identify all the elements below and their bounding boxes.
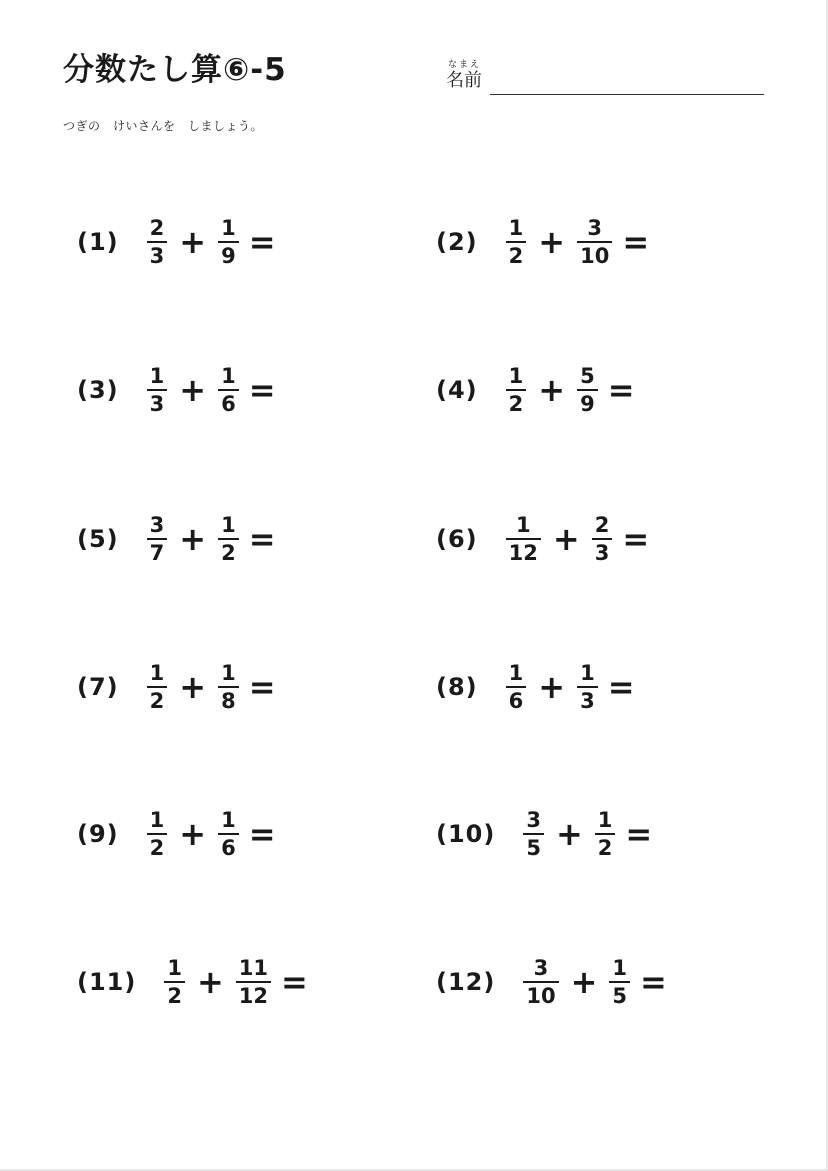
denominator: 12 — [508, 541, 538, 566]
problem-number: (8) — [436, 673, 478, 701]
numerator: 1 — [580, 660, 595, 685]
fraction-bar — [595, 833, 616, 836]
fraction-bar — [506, 538, 541, 541]
fraction-bar — [506, 389, 527, 392]
numerator: 11 — [238, 955, 269, 980]
fraction-a — [147, 808, 168, 861]
denominator: 12 — [238, 984, 269, 1009]
numerator: 1 — [167, 955, 182, 980]
equals-sign: = — [248, 815, 276, 853]
problem-number: (11) — [77, 968, 137, 996]
fraction-bar — [147, 686, 168, 689]
numerator: 5 — [580, 363, 595, 388]
fraction-a — [164, 956, 185, 1009]
fraction-a — [506, 513, 541, 566]
numerator: 1 — [597, 807, 613, 832]
name-write-line[interactable] — [490, 94, 764, 95]
fraction-b — [218, 513, 239, 566]
fraction-bar — [577, 686, 598, 689]
problem-number: (5) — [77, 525, 119, 553]
equals-sign: = — [622, 223, 650, 261]
fraction-bar — [592, 538, 613, 541]
fraction-a — [506, 364, 527, 417]
numerator: 3 — [533, 955, 549, 980]
numerator: 1 — [508, 363, 524, 388]
fraction-b — [592, 513, 613, 566]
fraction-b — [236, 956, 271, 1009]
equals-sign: = — [248, 520, 276, 558]
problem-number: (2) — [436, 228, 478, 256]
denominator: 2 — [508, 392, 524, 417]
fraction-a — [523, 808, 544, 861]
denominator: 2 — [221, 541, 236, 566]
fraction-b — [218, 364, 239, 417]
instruction-text: つぎの けいさんを しましょう。 — [63, 119, 264, 133]
problem-7 — [77, 657, 276, 717]
equals-sign: = — [281, 963, 308, 1001]
denominator: 3 — [580, 689, 595, 714]
problem-number: (7) — [77, 673, 119, 701]
numerator: 2 — [594, 512, 610, 537]
numerator: 1 — [221, 215, 236, 240]
fraction-b — [218, 661, 239, 714]
fraction-bar — [218, 686, 239, 689]
denominator: 3 — [149, 244, 165, 269]
numerator: 1 — [149, 807, 165, 832]
problem-11 — [77, 952, 308, 1012]
denominator: 10 — [526, 984, 556, 1009]
equals-sign: = — [625, 815, 653, 853]
numerator: 3 — [149, 512, 165, 537]
problem-number: (4) — [436, 376, 478, 404]
fraction-bar — [577, 389, 598, 392]
numerator: 1 — [515, 512, 531, 537]
fraction-bar — [523, 833, 544, 836]
numerator: 2 — [149, 215, 165, 240]
problem-8 — [436, 657, 635, 717]
problem-6 — [436, 509, 649, 569]
denominator: 3 — [149, 392, 165, 417]
plus-sign: + — [538, 223, 566, 261]
fraction-bar — [218, 389, 239, 392]
denominator: 2 — [149, 836, 165, 861]
problem-9 — [77, 804, 276, 864]
denominator: 6 — [221, 392, 236, 417]
name-label: 名前 — [446, 70, 482, 91]
denominator: 2 — [597, 836, 613, 861]
fraction-bar — [218, 833, 239, 836]
plus-sign: + — [179, 815, 207, 853]
problem-2 — [436, 212, 649, 272]
fraction-a — [147, 661, 168, 714]
name-field — [446, 60, 766, 100]
numerator: 1 — [221, 660, 236, 685]
fraction-bar — [218, 241, 239, 244]
fraction-bar — [164, 981, 185, 984]
numerator: 1 — [508, 215, 524, 240]
numerator: 1 — [221, 363, 236, 388]
fraction-bar — [506, 686, 527, 689]
denominator: 7 — [149, 541, 165, 566]
fraction-bar — [147, 241, 168, 244]
fraction-bar — [523, 981, 558, 984]
numerator: 3 — [587, 215, 602, 240]
plus-sign: + — [179, 371, 207, 409]
fraction-bar — [147, 833, 168, 836]
fraction-b — [218, 216, 239, 269]
plus-sign: + — [196, 963, 224, 1001]
denominator: 2 — [508, 244, 524, 269]
fraction-a — [523, 956, 558, 1009]
fraction-b — [218, 808, 239, 861]
fraction-bar — [147, 389, 168, 392]
equals-sign: = — [622, 520, 650, 558]
numerator: 1 — [221, 512, 236, 537]
fraction-bar — [609, 981, 630, 984]
problem-12 — [436, 952, 667, 1012]
problem-10 — [436, 804, 652, 864]
numerator: 1 — [612, 955, 628, 980]
denominator: 2 — [167, 984, 182, 1009]
problem-5 — [77, 509, 276, 569]
fraction-a — [506, 661, 527, 714]
numerator: 3 — [526, 807, 541, 832]
plus-sign: + — [570, 963, 598, 1001]
fraction-a — [147, 364, 168, 417]
name-ruby: なまえ — [448, 60, 482, 70]
plus-sign: + — [179, 223, 207, 261]
plus-sign: + — [179, 668, 207, 706]
denominator: 5 — [526, 836, 541, 861]
denominator: 2 — [149, 689, 165, 714]
fraction-a — [506, 216, 527, 269]
denominator: 8 — [221, 689, 236, 714]
denominator: 6 — [508, 689, 524, 714]
plus-sign: + — [538, 371, 566, 409]
fraction-bar — [236, 981, 271, 984]
numerator: 1 — [149, 363, 165, 388]
fraction-bar — [577, 241, 612, 244]
denominator: 9 — [221, 244, 236, 269]
problem-number: (6) — [436, 525, 478, 553]
plus-sign: + — [538, 668, 566, 706]
equals-sign: = — [248, 668, 276, 706]
problem-number: (12) — [436, 968, 496, 996]
fraction-bar — [506, 241, 527, 244]
problem-1 — [77, 212, 276, 272]
problem-number: (10) — [436, 820, 496, 848]
plus-sign: + — [179, 520, 207, 558]
fraction-b — [577, 216, 612, 269]
problem-number: (9) — [77, 820, 119, 848]
fraction-a — [147, 513, 168, 566]
fraction-bar — [218, 538, 239, 541]
equals-sign: = — [640, 963, 667, 1001]
problem-3 — [77, 360, 276, 420]
denominator: 5 — [612, 984, 628, 1009]
equals-sign: = — [248, 371, 276, 409]
plus-sign: + — [555, 815, 583, 853]
equals-sign: = — [607, 371, 635, 409]
numerator: 1 — [149, 660, 165, 685]
numerator: 1 — [221, 807, 236, 832]
equals-sign: = — [248, 223, 276, 261]
denominator: 10 — [580, 244, 610, 269]
fraction-a — [147, 216, 168, 269]
plus-sign: + — [552, 520, 580, 558]
denominator: 9 — [580, 392, 595, 417]
denominator: 6 — [221, 836, 236, 861]
equals-sign: = — [607, 668, 635, 706]
problem-4 — [436, 360, 635, 420]
worksheet-title: 分数たし算⑥-5 — [63, 52, 287, 88]
denominator: 3 — [594, 541, 610, 566]
problem-number: (1) — [77, 228, 119, 256]
fraction-b — [577, 364, 598, 417]
numerator: 1 — [508, 660, 524, 685]
problem-number: (3) — [77, 376, 119, 404]
fraction-b — [577, 661, 598, 714]
fraction-b — [595, 808, 616, 861]
fraction-bar — [147, 538, 168, 541]
fraction-b — [609, 956, 630, 1009]
